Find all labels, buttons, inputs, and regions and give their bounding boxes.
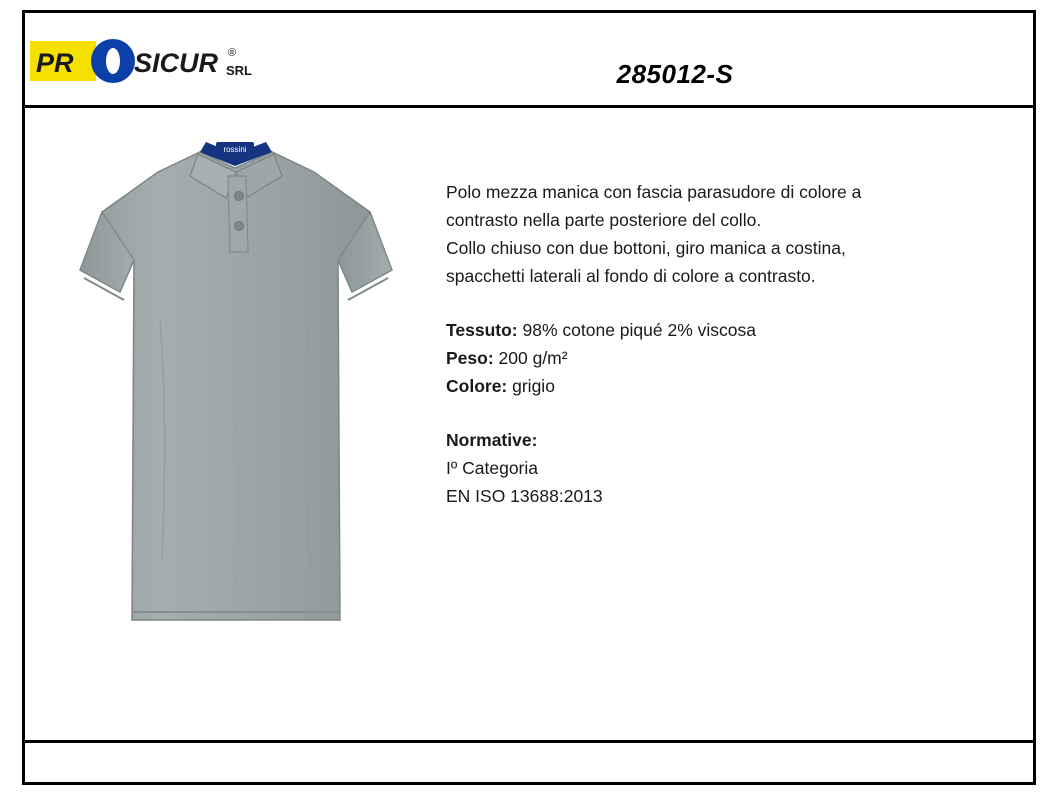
norms-title: Normative: — [446, 430, 538, 450]
spec-tessuto — [446, 316, 1006, 344]
description-line-2: contrasto nella parte posteriore del collo. — [446, 210, 762, 230]
description-line-4: spacchetti laterali al fondo di colore a contrasto. — [446, 266, 816, 286]
spec-colore — [446, 372, 1006, 400]
svg-text:SICUR: SICUR — [134, 48, 219, 78]
product-description — [446, 178, 1006, 536]
svg-text:SRL: SRL — [226, 63, 252, 78]
description-paragraph — [446, 178, 1006, 290]
norms-section — [446, 426, 1006, 510]
document-header — [25, 13, 1033, 105]
spec-colore-value: grigio — [512, 376, 555, 396]
svg-text:®: ® — [228, 47, 237, 59]
norms-line-2: EN ISO 13688:2013 — [446, 486, 603, 506]
header-divider — [22, 105, 1036, 108]
spec-peso-label: Peso: — [446, 348, 494, 368]
description-line-3: Collo chiuso con due bottoni, giro manica a costina, — [446, 238, 846, 258]
norms-line-1: Iº Categoria — [446, 458, 538, 478]
page-title: 285012-S — [616, 59, 734, 89]
spec-peso — [446, 344, 1006, 372]
spec-peso-value: 200 g/m² — [498, 348, 568, 368]
svg-text:PR: PR — [36, 48, 74, 78]
description-line-1: Polo mezza manica con fascia parasudore di colore a — [446, 182, 862, 202]
spec-colore-label: Colore: — [446, 376, 508, 396]
prosicur-logo — [30, 35, 260, 87]
footer-divider — [22, 740, 1036, 743]
spec-tessuto-value: 98% cotone piqué 2% viscosa — [522, 320, 756, 340]
svg-text:rossini: rossini — [223, 145, 247, 154]
product-photo-polo-shirt — [40, 120, 430, 650]
spec-list — [446, 316, 1006, 400]
spec-tessuto-label: Tessuto: — [446, 320, 518, 340]
